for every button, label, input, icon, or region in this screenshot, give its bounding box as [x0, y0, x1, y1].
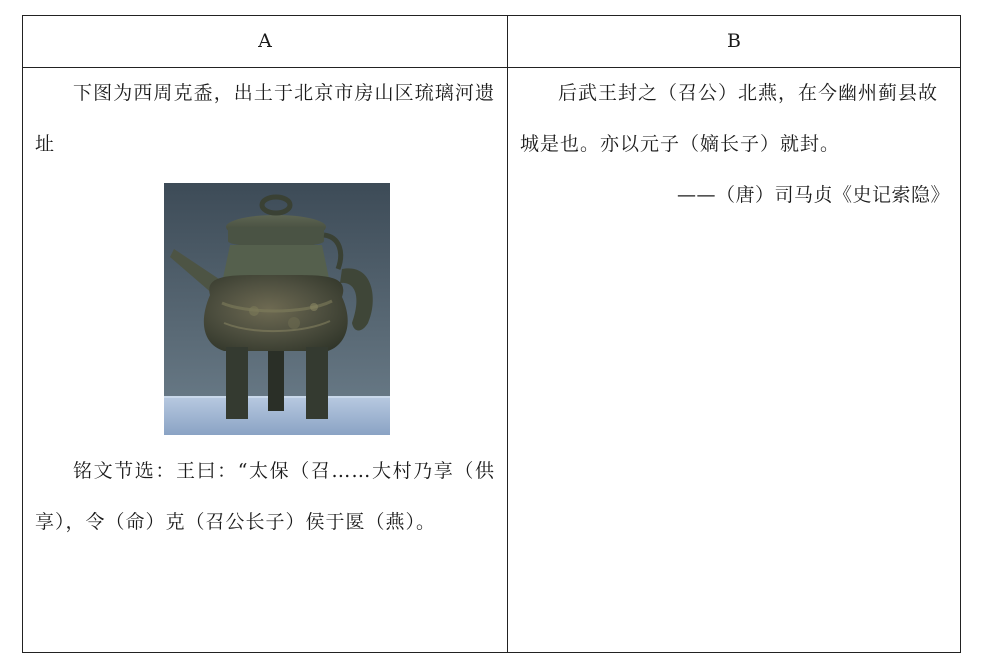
cell-b-content: [520, 68, 950, 221]
bronze-vessel-photo: [164, 183, 390, 435]
inscription-excerpt: [35, 446, 495, 548]
cell-a-content: [35, 68, 495, 533]
bronze-he-vessel-photo-icon: [164, 183, 390, 435]
cell-b-quote-text: 后武王封之（召公）北燕，在今幽州蓟县故城是也。亦以元子（嫡长子）就封。: [520, 82, 939, 155]
cell-b-source: ——（唐）司马贞《史记索隐》: [676, 184, 950, 206]
column-header-a: A: [258, 30, 272, 52]
comparison-table: [22, 15, 961, 653]
inscription-text: 铭文节选：王曰：“太保（召……大村乃享（供享），令（命）克（召公长子）侯于匽（燕）。: [35, 460, 495, 533]
column-divider: [507, 16, 508, 652]
cell-a-intro-text: 下图为西周克盉，出土于北京市房山区琉璃河遗址: [35, 82, 495, 155]
column-header-b: B: [727, 30, 741, 52]
